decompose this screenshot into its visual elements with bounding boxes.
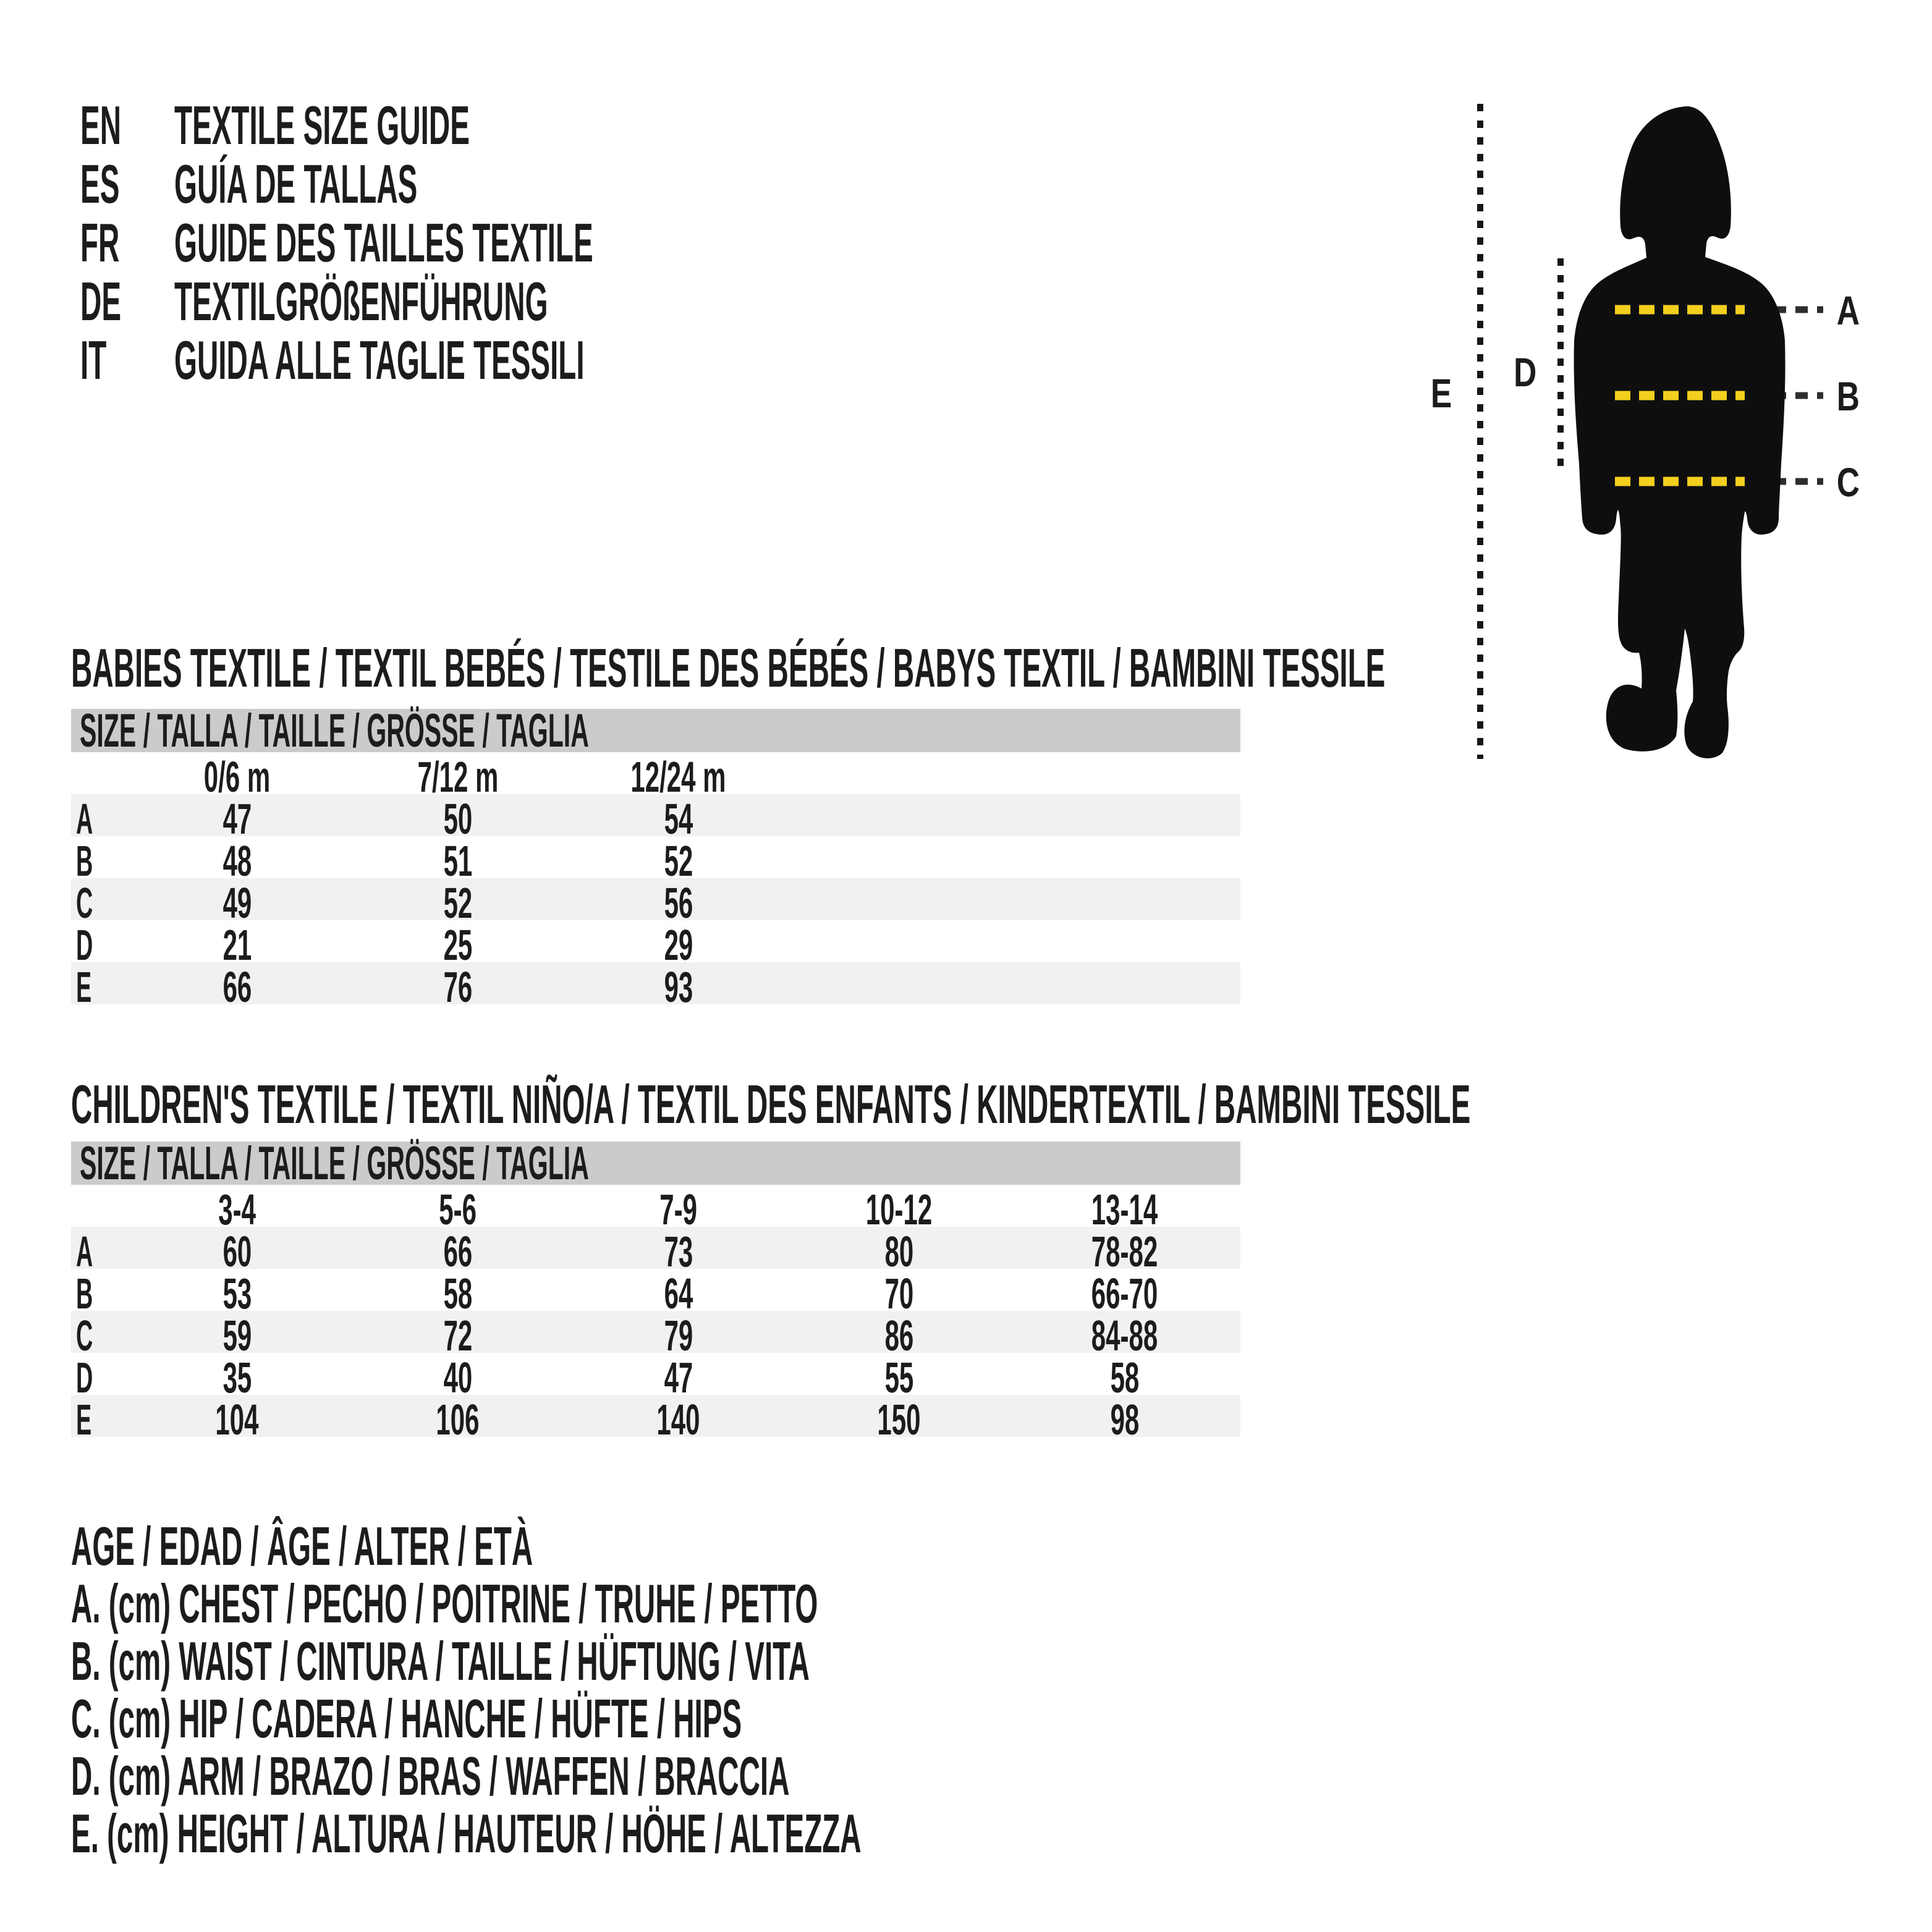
value-cell: 52 [664, 837, 693, 885]
value-cell: 76 [443, 963, 472, 1011]
language-row-fr [80, 213, 950, 272]
row-label: E [76, 963, 92, 1011]
children-size-header-bar [71, 1137, 1240, 1190]
language-title: GUIDE DES TAILLES TEXTILE [174, 211, 593, 273]
legend-row-waist: B. (cm) WAIST / CINTURA / TAILLE / HÜFTUNG / VITA [71, 1630, 810, 1692]
table-row [71, 1395, 1240, 1444]
babies-section-title-text: BABIES TEXTILE / TEXTIL BEBÉS / TESTILE DES BÉBÉS / BABYS TEXTIL / BAMBINI TESSILE [71, 637, 1386, 698]
column-header: 0/6 m [203, 753, 271, 801]
table-row [71, 1311, 1240, 1360]
language-row-de [80, 272, 950, 331]
table-row [71, 1353, 1240, 1402]
column-header: 5-6 [439, 1185, 477, 1234]
children-size-table [71, 1137, 1240, 1444]
babies-column-header-row [71, 752, 1240, 801]
value-cell: 47 [222, 795, 252, 843]
legend-row-hip: C. (cm) HIP / CADERA / HANCHE / HÜFTE / HIPS [71, 1687, 742, 1749]
column-header: 12/24 m [630, 753, 726, 801]
language-code: ES [80, 153, 120, 214]
value-cell: 55 [884, 1354, 913, 1402]
table-row [71, 962, 1240, 1011]
language-row-it [80, 331, 950, 389]
column-header: 13-14 [1091, 1185, 1158, 1234]
value-cell: 66 [222, 963, 252, 1011]
table-row [71, 836, 1240, 885]
value-cell: 51 [443, 837, 472, 885]
legend-row-age: AGE / EDAD / ÂGE / ALTER / ETÀ [71, 1515, 533, 1577]
table-row [71, 1227, 1240, 1276]
value-cell: 53 [222, 1269, 252, 1318]
row-label: E [76, 1396, 92, 1444]
value-cell: 72 [443, 1311, 472, 1360]
language-title-list [80, 96, 950, 389]
language-code: IT [80, 329, 107, 391]
label-hip-c: C [1836, 459, 1860, 506]
value-cell: 52 [443, 879, 472, 927]
value-cell: 66 [443, 1227, 472, 1276]
value-cell: 98 [1110, 1396, 1140, 1444]
legend-row-chest: A. (cm) CHEST / PECHO / POITRINE / TRUHE / PETTO [71, 1572, 818, 1634]
language-title: GUÍA DE TALLAS [174, 153, 418, 214]
language-title: TEXTILGRÖßENFÜHRUNG [174, 270, 548, 332]
value-cell: 84-88 [1091, 1311, 1158, 1360]
label-chest-a: A [1836, 287, 1860, 334]
row-label: C [76, 879, 93, 927]
row-label: A [76, 1227, 93, 1276]
value-cell: 86 [884, 1311, 913, 1360]
column-header: 7-9 [659, 1185, 697, 1234]
children-column-header-row [71, 1185, 1240, 1234]
row-label: C [76, 1311, 93, 1360]
column-header: 7/12 m [417, 753, 498, 801]
children-section-title [71, 1074, 1932, 1135]
value-cell: 59 [222, 1311, 252, 1360]
value-cell: 79 [664, 1311, 693, 1360]
value-cell: 104 [215, 1396, 259, 1444]
value-cell: 73 [664, 1227, 693, 1276]
row-label: A [76, 795, 93, 843]
value-cell: 50 [443, 795, 472, 843]
measurement-legend [71, 1517, 1535, 1862]
table-row [71, 920, 1240, 969]
value-cell: 106 [436, 1396, 480, 1444]
size-header-text: SIZE / TALLA / TAILLE / GRÖSSE / TAGLIA [80, 704, 589, 757]
value-cell: 40 [443, 1354, 472, 1402]
value-cell: 25 [443, 921, 472, 969]
value-cell: 21 [222, 921, 252, 969]
language-title: TEXTILE SIZE GUIDE [174, 94, 470, 156]
children-section-title-text: CHILDREN'S TEXTILE / TEXTIL NIÑO/A / TEXTIL DES ENFANTS / KINDERTEXTIL / BAMBINI TESSILE [71, 1074, 1471, 1135]
value-cell: 64 [664, 1269, 693, 1318]
value-cell: 48 [222, 837, 252, 885]
legend-row-arm: D. (cm) ARM / BRAZO / BRAS / WAFFEN / BRACCIA [71, 1745, 790, 1807]
value-cell: 56 [664, 879, 693, 927]
babies-size-table [71, 704, 1240, 1011]
size-header-text: SIZE / TALLA / TAILLE / GRÖSSE / TAGLIA [80, 1137, 589, 1190]
value-cell: 70 [884, 1269, 913, 1318]
label-height-e: E [1430, 370, 1452, 417]
row-label: B [76, 837, 93, 885]
babies-size-header-bar [71, 704, 1240, 757]
value-cell: 60 [222, 1227, 252, 1276]
value-cell: 29 [664, 921, 693, 969]
babies-section-title [71, 637, 1932, 698]
value-cell: 78-82 [1091, 1227, 1158, 1276]
label-arm-d: D [1514, 349, 1537, 396]
column-header: 10-12 [865, 1185, 933, 1234]
language-code: FR [80, 211, 120, 273]
row-label: D [76, 921, 93, 969]
label-waist-b: B [1836, 373, 1860, 420]
value-cell: 58 [1110, 1354, 1140, 1402]
value-cell: 35 [222, 1354, 252, 1402]
value-cell: 54 [664, 795, 693, 843]
legend-row-height: E. (cm) HEIGHT / ALTURA / HAUTEUR / HÖHE / ALTEZZA [71, 1802, 862, 1864]
value-cell: 66-70 [1091, 1269, 1158, 1318]
value-cell: 58 [443, 1269, 472, 1318]
language-code: EN [80, 94, 122, 156]
language-title: GUIDA ALLE TAGLIE TESSILI [174, 329, 585, 391]
table-row [71, 878, 1240, 927]
value-cell: 47 [664, 1354, 693, 1402]
value-cell: 150 [877, 1396, 921, 1444]
column-header: 3-4 [218, 1185, 256, 1234]
language-row-en [80, 96, 950, 155]
value-cell: 140 [656, 1396, 700, 1444]
language-code: DE [80, 270, 122, 332]
language-row-es [80, 155, 950, 213]
value-cell: 49 [222, 879, 252, 927]
value-cell: 93 [664, 963, 693, 1011]
row-label: B [76, 1269, 93, 1318]
row-label: D [76, 1354, 93, 1402]
table-row [71, 1269, 1240, 1318]
value-cell: 80 [884, 1227, 913, 1276]
